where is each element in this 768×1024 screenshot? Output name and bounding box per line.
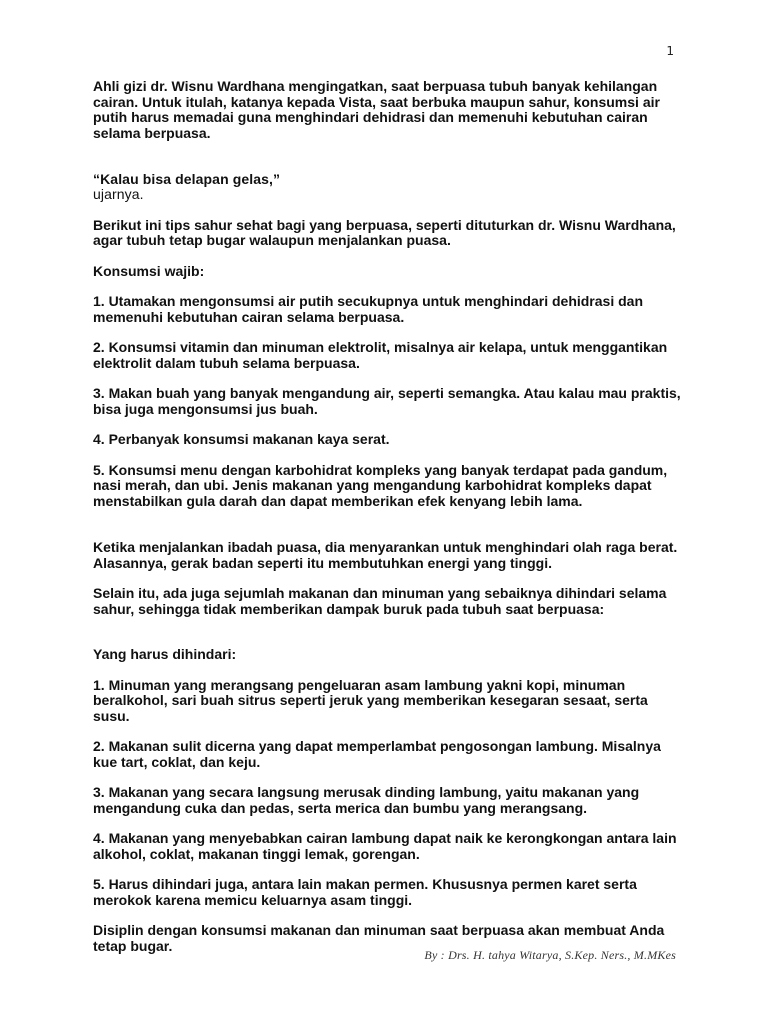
closing-paragraph: Disiplin dengan konsumsi makanan dan minuman saat berpuasa akan membuat Anda tetap bugar. bbox=[93, 922, 665, 954]
wajib-item: 5. Konsumsi menu dengan karbohidrat kompleks yang banyak terdapat pada gandum, nasi merah, dan ubi. Jenis makanan yang mengandung karbohidrat kompleks dapat menstabilkan gula darah dan dapat memberikan efek kenyang lebih lama. bbox=[93, 461, 668, 509]
document-content bbox=[93, 79, 688, 969]
author-footer: By : Drs. H. tahya Witarya, S.Kep. Ners., M.MKes bbox=[424, 948, 676, 962]
wajib-item: 4. Perbanyak konsumsi makanan kaya serat. bbox=[93, 431, 390, 447]
wajib-item: 2. Konsumsi vitamin dan minuman elektrolit, misalnya air kelapa, untuk menggantikan elektrolit dalam tubuh selama berpuasa. bbox=[93, 339, 668, 371]
avoid-intro-paragraph: Selain itu, ada juga sejumlah makanan dan minuman yang sebaiknya dihindari selama sahur, sehingga tidak memberikan dampak buruk pada tubuh saat berpuasa: bbox=[93, 585, 667, 617]
quote-paragraph bbox=[93, 156, 688, 203]
avoid-item: 2. Makanan sulit dicerna yang dapat memperlambat pengosongan lambung. Misalnya kue tart, coklat, dan keju. bbox=[93, 738, 661, 770]
wajib-heading: Konsumsi wajib: bbox=[93, 262, 205, 279]
intro-paragraph: Ahli gizi dr. Wisnu Wardhana mengingatkan, saat berpuasa tubuh banyak kehilangan cairan. Untuk itulah, katanya kepada Vista, saat berbuka maupun sahur, konsumsi air putih harus memadai guna menghindari dehidrasi dan memenuhi kebutuhan cairan selama berpuasa. bbox=[93, 78, 660, 141]
page-number: 1 bbox=[666, 44, 674, 58]
wajib-list bbox=[93, 294, 688, 509]
avoid-list bbox=[93, 678, 688, 909]
quote-attribution: ujarnya. bbox=[93, 186, 144, 202]
avoid-item: 4. Makanan yang menyebabkan cairan lambung dapat naik ke kerongkongan antara lain alkohol, coklat, makanan tinggi lemak, gorengan. bbox=[93, 830, 677, 862]
olahraga-paragraph: Ketika menjalankan ibadah puasa, dia menyarankan untuk menghindari olah raga berat. Alasannya, gerak badan seperti itu membutuhkan energi yang tinggi. bbox=[93, 539, 678, 571]
wajib-item: 1. Utamakan mengonsumsi air putih secukupnya untuk menghindari dehidrasi dan memenuhi kebutuhan cairan selama berpuasa. bbox=[93, 293, 643, 325]
avoid-item: 3. Makanan yang secara langsung merusak dinding lambung, yaitu makanan yang mengandung cuka dan pedas, serta merica dan bumbu yang merangsang. bbox=[93, 784, 640, 816]
avoid-item: 5. Harus dihindari juga, antara lain makan permen. Khususnya permen karet serta merokok karena memicu keluarnya asam tinggi. bbox=[93, 876, 637, 908]
tips-intro-paragraph: Berikut ini tips sahur sehat bagi yang berpuasa, seperti dituturkan dr. Wisnu Wardhana, agar tubuh tetap bugar walaupun menjalankan puasa. bbox=[93, 216, 676, 248]
avoid-item: 1. Minuman yang merangsang pengeluaran asam lambung yakni kopi, minuman beralkohol, sari buah sitrus seperti jeruk yang memberikan kesegaran sesaat, serta susu. bbox=[93, 676, 648, 724]
quote-text: “Kalau bisa delapan gelas,” bbox=[93, 170, 281, 187]
avoid-heading: Yang harus dihindari: bbox=[93, 646, 237, 662]
wajib-item: 3. Makan buah yang banyak mengandung air, seperti semangka. Atau kalau mau praktis, bisa juga mengonsumsi jus buah. bbox=[93, 385, 681, 417]
